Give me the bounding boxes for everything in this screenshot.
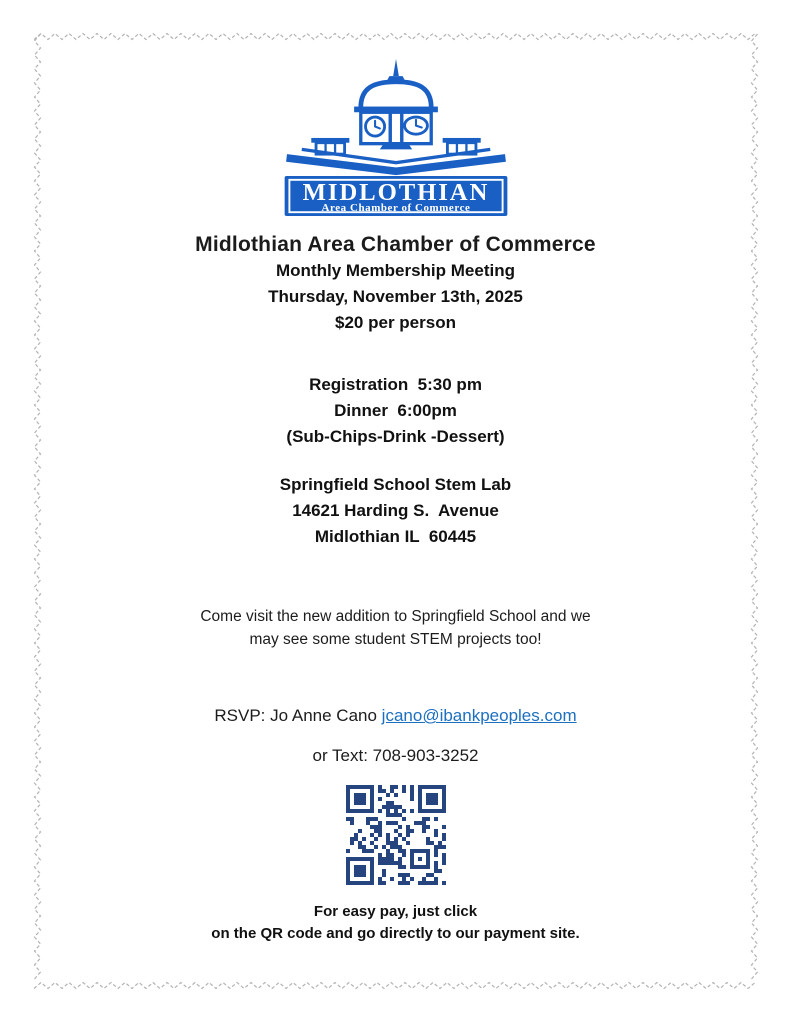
stitch-border-top bbox=[34, 32, 758, 41]
chamber-logo bbox=[277, 58, 515, 216]
pay-caption bbox=[0, 901, 791, 945]
schedule-block bbox=[0, 372, 791, 450]
rsvp-line bbox=[0, 703, 791, 729]
venue-name: Springfield School Stem Lab bbox=[279, 475, 512, 494]
venue-address: 14621 Harding S. Avenue bbox=[292, 501, 499, 520]
rsvp-label: RSVP: Jo Anne Cano bbox=[214, 706, 382, 725]
dinner-time: Dinner 6:00pm bbox=[334, 401, 457, 420]
registration-time: Registration 5:30 pm bbox=[309, 375, 482, 394]
pay-caption-line1: For easy pay, just click bbox=[313, 903, 478, 920]
meeting-type: Monthly Membership Meeting bbox=[276, 261, 515, 280]
logo-banner-subtitle: Area Chamber of Commerce bbox=[321, 202, 470, 215]
qr-code[interactable] bbox=[346, 785, 446, 885]
page-title: Midlothian Area Chamber of Commerce bbox=[195, 233, 596, 256]
stitch-border-left bbox=[33, 34, 42, 981]
stitch-border-bottom bbox=[34, 981, 758, 990]
qr-wrap bbox=[0, 785, 791, 885]
venue-city: Midlothian IL 60445 bbox=[314, 527, 477, 546]
stitch-border-right bbox=[750, 34, 759, 981]
meeting-date: Thursday, November 13th, 2025 bbox=[268, 287, 523, 306]
visit-note-line2: may see some student STEM projects too! bbox=[249, 631, 542, 648]
menu-items: (Sub-Chips-Drink -Dessert) bbox=[286, 427, 505, 446]
pay-caption-line2: on the QR code and go directly to our payment site. bbox=[211, 925, 580, 942]
logo-banner-title: MIDLOTHIAN bbox=[302, 178, 489, 206]
email-link[interactable]: jcano@ibankpeoples.com bbox=[381, 706, 577, 725]
logo-banner bbox=[284, 176, 507, 216]
visit-note-line1: Come visit the new addition to Springfield School and we bbox=[200, 608, 591, 625]
visit-note bbox=[0, 605, 791, 651]
location-block bbox=[0, 472, 791, 550]
clock-tower-icon bbox=[286, 59, 505, 171]
meeting-price: $20 per person bbox=[335, 313, 456, 332]
text-number: or Text: 708-903-3252 bbox=[312, 746, 479, 765]
